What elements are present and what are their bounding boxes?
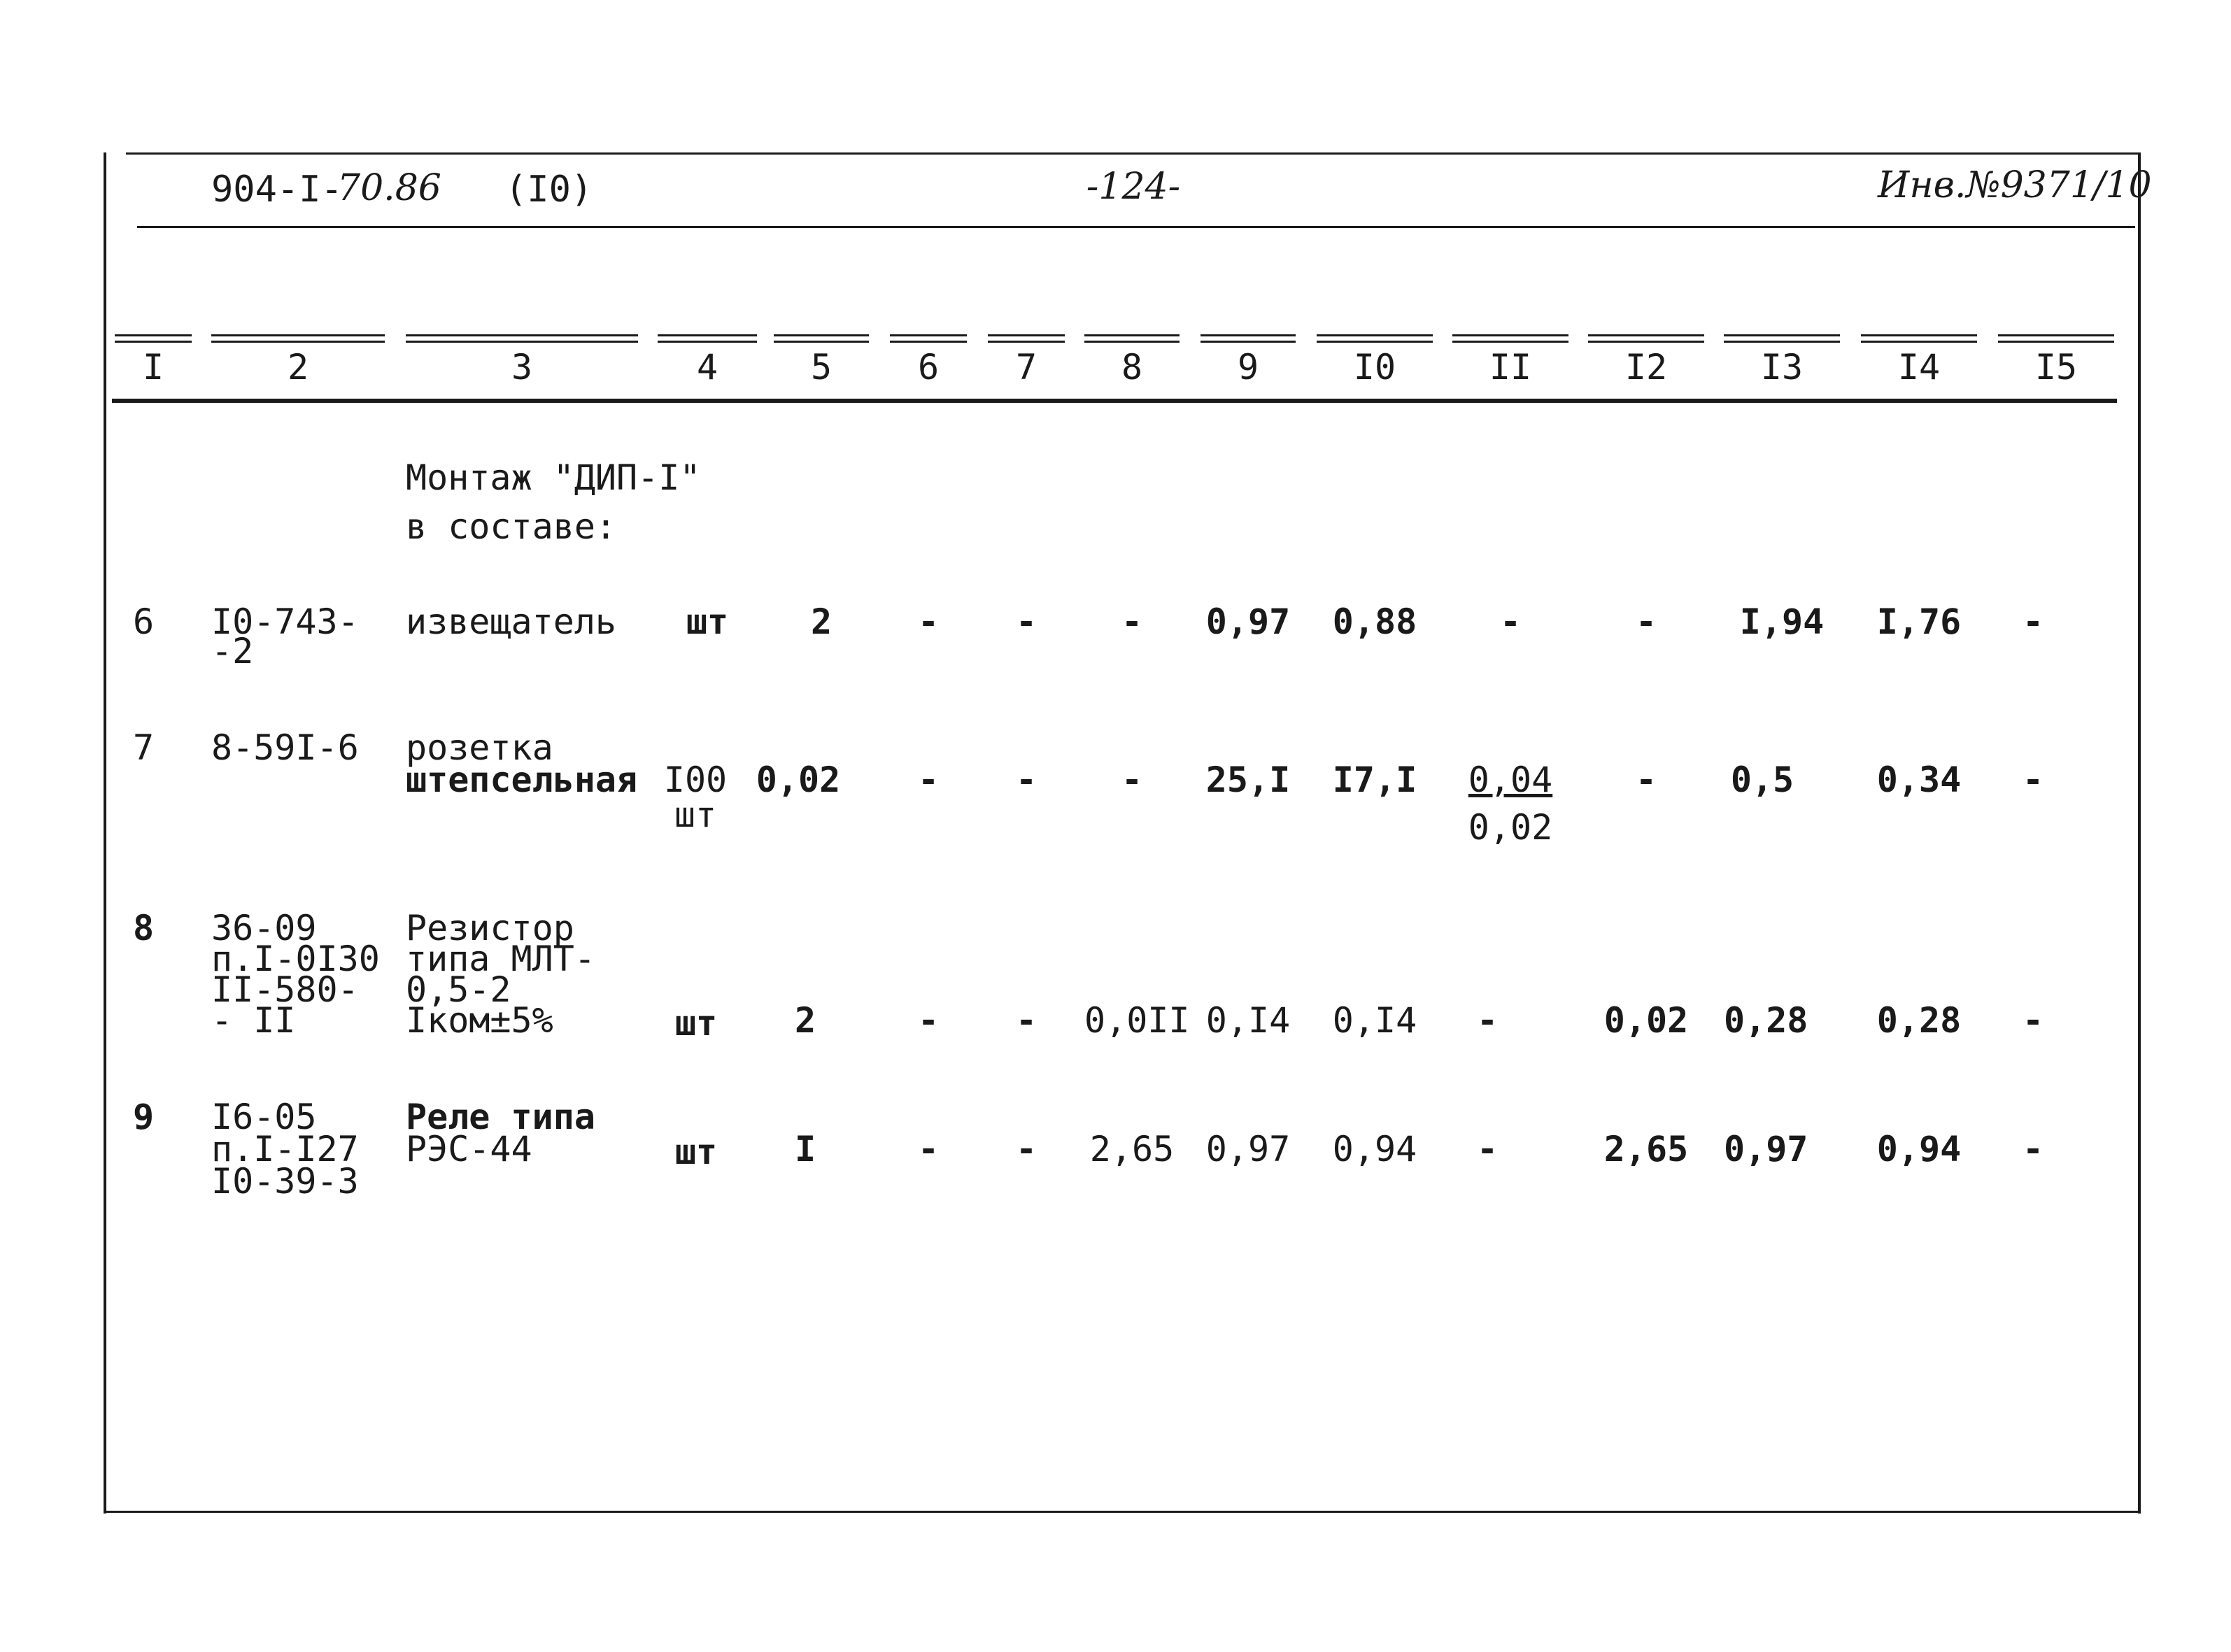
frame-bottom-border — [104, 1511, 2141, 1513]
cell-col13: 0,28 — [1724, 1000, 1808, 1041]
row-code-line: -2 — [211, 631, 254, 671]
cell-col13: I,94 — [1739, 601, 1825, 642]
cell-col5: 2 — [794, 1000, 816, 1041]
row-number: 7 — [133, 727, 155, 768]
column-header-4: 4 — [696, 347, 718, 387]
column-header-6: 6 — [917, 347, 940, 387]
sheet-number: (I0) — [505, 169, 593, 211]
cell-col7: - — [1015, 601, 1037, 642]
doc-code-prefix: 904-I- — [211, 169, 343, 211]
cell-col6: - — [917, 1000, 940, 1041]
section-title: Монтаж "ДИП-I" — [406, 457, 701, 498]
row-name-line: Iком±5% — [406, 1000, 553, 1041]
column-header-12: I2 — [1624, 347, 1668, 387]
cell-col9: 0,I4 — [1205, 1000, 1291, 1041]
cell-col15: - — [2022, 1000, 2044, 1041]
row-code-line: п.I-I27 — [211, 1129, 359, 1169]
frame-right-border — [2138, 152, 2141, 1514]
row-name-line: розетка — [406, 727, 553, 768]
cell-col12: 0,02 — [1603, 1000, 1689, 1041]
row-code-line: I0-743- — [211, 601, 359, 642]
column-header-13: I3 — [1760, 347, 1804, 387]
column-header-3: 3 — [511, 347, 533, 387]
row-name-line: РЭС-44 — [406, 1129, 532, 1169]
cell-col5: 0,02 — [756, 760, 841, 800]
cell-col15: - — [2022, 760, 2044, 800]
cell-col11-secondary: 0,02 — [1468, 807, 1553, 848]
cell-col8: - — [1121, 760, 1143, 800]
cell-col10: 0,I4 — [1332, 1000, 1417, 1041]
cell-col7: - — [1015, 760, 1037, 800]
row-unit: I00 — [663, 760, 728, 800]
cell-col7: - — [1015, 1129, 1037, 1169]
column-header-15: I5 — [2034, 347, 2078, 387]
column-header-1: I — [142, 347, 164, 387]
row-name-line: 0,5-2 — [406, 969, 511, 1010]
row-name-line: типа МЛТ- — [406, 939, 595, 979]
cell-col10: I7,I — [1332, 760, 1417, 800]
row-unit: шт — [674, 1132, 718, 1172]
row-unit: шт — [686, 601, 729, 642]
cell-col9: 25,I — [1205, 760, 1291, 800]
row-code-line: 8-59I-6 — [211, 727, 359, 768]
cell-col6: - — [917, 601, 940, 642]
cell-col14: 0,34 — [1876, 760, 1962, 800]
cell-col15: - — [2022, 601, 2044, 642]
header-bottom-rule — [112, 399, 2117, 403]
cell-col9: 0,97 — [1205, 1129, 1291, 1169]
cell-col7: - — [1015, 1000, 1037, 1041]
cell-col10: 0,94 — [1332, 1129, 1417, 1169]
row-code-line: 36-09 — [211, 908, 317, 948]
column-header-10: I0 — [1353, 347, 1396, 387]
cell-col14: 0,94 — [1876, 1129, 1962, 1169]
header-underline — [137, 226, 2135, 228]
column-header-2: 2 — [287, 347, 309, 387]
cell-col9: 0,97 — [1205, 601, 1291, 642]
cell-col13: 0,97 — [1724, 1129, 1808, 1169]
frame-top-border — [126, 152, 2141, 155]
cell-col13: 0,5 — [1730, 760, 1794, 800]
cell-col11: - — [1499, 601, 1522, 642]
row-code-line: I6-05 — [211, 1097, 317, 1137]
column-header-8: 8 — [1121, 347, 1143, 387]
cell-col8: 2,65 — [1089, 1129, 1175, 1169]
row-code-line: I0-39-3 — [211, 1161, 359, 1202]
row-name-line: Резистор — [406, 908, 574, 948]
row-unit: шт — [674, 1003, 718, 1044]
cell-col6: - — [917, 1129, 940, 1169]
row-name-line: штепсельная — [406, 760, 638, 800]
cell-col5: 2 — [810, 601, 833, 642]
cell-col6: - — [917, 760, 940, 800]
column-header-11: II — [1489, 347, 1532, 387]
cell-col10: 0,88 — [1332, 601, 1417, 642]
row-name-line: Реле типа — [406, 1097, 595, 1137]
doc-code-handwritten: 70.86 — [337, 167, 441, 209]
column-header-7: 7 — [1015, 347, 1037, 387]
row-number: 8 — [133, 908, 155, 948]
cell-col15: - — [2022, 1129, 2044, 1169]
cell-col11: - — [1476, 1000, 1499, 1041]
column-header-9: 9 — [1237, 347, 1259, 387]
cell-col5: I — [794, 1129, 816, 1169]
column-header-14: I4 — [1897, 347, 1941, 387]
row-number: 9 — [133, 1097, 155, 1137]
row-code-line: - II — [211, 1000, 296, 1041]
row-code-line: п.I-0I30 — [211, 939, 380, 979]
row-name-line: извещатель — [406, 601, 617, 642]
cell-col12: - — [1635, 760, 1657, 800]
cell-col8: 0,0II — [1084, 1000, 1190, 1041]
cell-col11: 0,04 — [1468, 760, 1553, 800]
cell-col12: 2,65 — [1603, 1129, 1689, 1169]
frame-left-border — [104, 152, 106, 1514]
page-number: -124- — [1086, 166, 1181, 208]
section-subtitle: в составе: — [406, 506, 617, 547]
cell-col12: - — [1635, 601, 1657, 642]
column-header-5: 5 — [810, 347, 833, 387]
inventory-number: Инв.№9371/10 — [1878, 164, 2152, 206]
cell-col11: - — [1476, 1129, 1499, 1169]
cell-col8: - — [1121, 601, 1143, 642]
row-unit: шт — [674, 795, 717, 835]
cell-col14: I,76 — [1876, 601, 1962, 642]
cell-col14: 0,28 — [1876, 1000, 1962, 1041]
row-number: 6 — [133, 601, 155, 642]
row-code-line: II-580- — [211, 969, 359, 1010]
